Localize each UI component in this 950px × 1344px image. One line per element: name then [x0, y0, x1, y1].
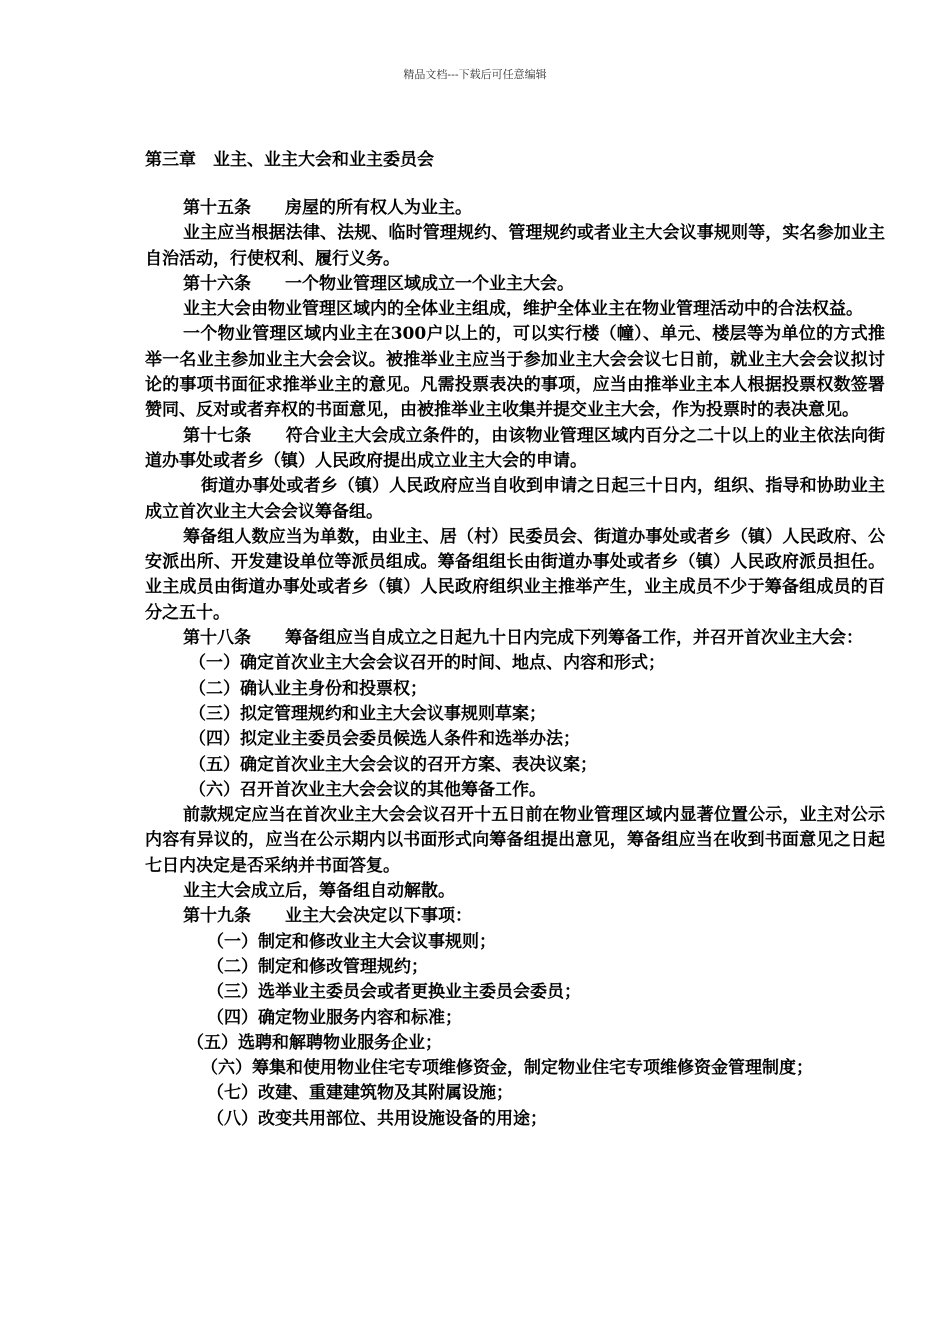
paragraph: （二）确认业主身份和投票权； [189, 678, 427, 699]
paragraph: 业主应当根据法律、法规、临时管理规约、管理规约或者业主大会议事规则等，实名参加业主自治活动，行使权利、履行义务。 [145, 223, 885, 269]
page-header-watermark: 精品文档---下载后可任意编辑 [403, 68, 547, 81]
paragraph: 第十五条 房屋的所有权人为业主。 [183, 198, 472, 218]
paragraph: 前款规定应当在首次业主大会会议召开十五日前在物业管理区域内显著位置公示，业主对公示内容有异议的，应当在公示期内以书面形式向筹备组提出意见，筹备组应当在收到书面意见之日起七日内决定是否采纳并书面答复。 [145, 805, 885, 876]
paragraph: 一个物业管理区域内业主在300户以上的，可以实行楼（幢）、单元、楼层等为单位的方式推举一名业主参加业主大会会议。被推举业主应当于参加业主大会会议七日前，就业主大会会议拟讨论的事项书面征求推举业主的意见。凡需投票表决的事项，应当由推举业主本人根据投票权数签署赞同、反对或者弃权的书面意见，由被推举业主收集并提交业主大会，作为投票时的表决意见。 [145, 324, 885, 421]
paragraph: 第十九条 业主大会决定以下事项： [183, 906, 472, 927]
paragraph: （四）确定物业服务内容和标准； [207, 1007, 462, 1028]
paragraph: （三）选举业主委员会或者更换业主委员会委员； [207, 982, 581, 1003]
paragraph: （二）制定和修改管理规约； [207, 956, 428, 977]
paragraph: （八）改变共用部位、共用设施设备的用途； [207, 1108, 547, 1129]
paragraph: 业主大会成立后，筹备组自动解散。 [183, 881, 455, 902]
paragraph: 第十六条 一个物业管理区域成立一个业主大会。 [183, 273, 574, 294]
paragraph: （三）拟定管理规约和业主大会议事规则草案； [189, 703, 546, 724]
paragraph: （五）选聘和解聘物业服务企业； [187, 1032, 442, 1053]
paragraph: 第十七条 符合业主大会成立条件的，由该物业管理区域内百分之二十以上的业主依法向街道办事处或者乡（镇）人民政府提出成立业主大会的申请。 [145, 425, 885, 471]
paragraph: （六）筹集和使用物业住宅专项维修资金，制定物业住宅专项维修资金管理制度； [201, 1058, 813, 1079]
paragraph: 业主大会由物业管理区域内的全体业主组成，维护全体业主在物业管理活动中的合法权益。 [183, 299, 863, 320]
chapter-title: 第三章 业主、业主大会和业主委员会 [145, 150, 434, 170]
paragraph: 街道办事处或者乡（镇）人民政府应当自收到申请之日起三十日内，组织、指导和协助业主成立首次业主大会会议筹备组。 [145, 476, 885, 522]
paragraph-list [145, 196, 885, 1132]
paragraph: （一）确定首次业主大会会议召开的时间、地点、内容和形式； [189, 653, 665, 674]
paragraph: （五）确定首次业主大会会议的召开方案、表决议案； [189, 754, 597, 775]
paragraph: （四）拟定业主委员会委员候选人条件和选举办法； [189, 729, 580, 750]
paragraph: （六）召开首次业主大会会议的其他筹备工作。 [189, 779, 546, 800]
paragraph: 筹备组人数应当为单数，由业主、居（村）民委员会、街道办事处或者乡（镇）人民政府、公安派出所、开发建设单位等派员组成。筹备组组长由街道办事处或者乡（镇）人民政府派员担任。业主成员由街道办事处或者乡（镇）人民政府组织业主推举产生，业主成员不少于筹备组成员的百分之五十。 [145, 526, 885, 623]
document-body [145, 147, 885, 1132]
paragraph: （七）改建、重建建筑物及其附属设施； [207, 1083, 513, 1104]
paragraph: （一）制定和修改业主大会议事规则； [207, 931, 496, 952]
paragraph: 第十八条 筹备组应当自成立之日起九十日内完成下列筹备工作，并召开首次业主大会： [183, 628, 863, 649]
